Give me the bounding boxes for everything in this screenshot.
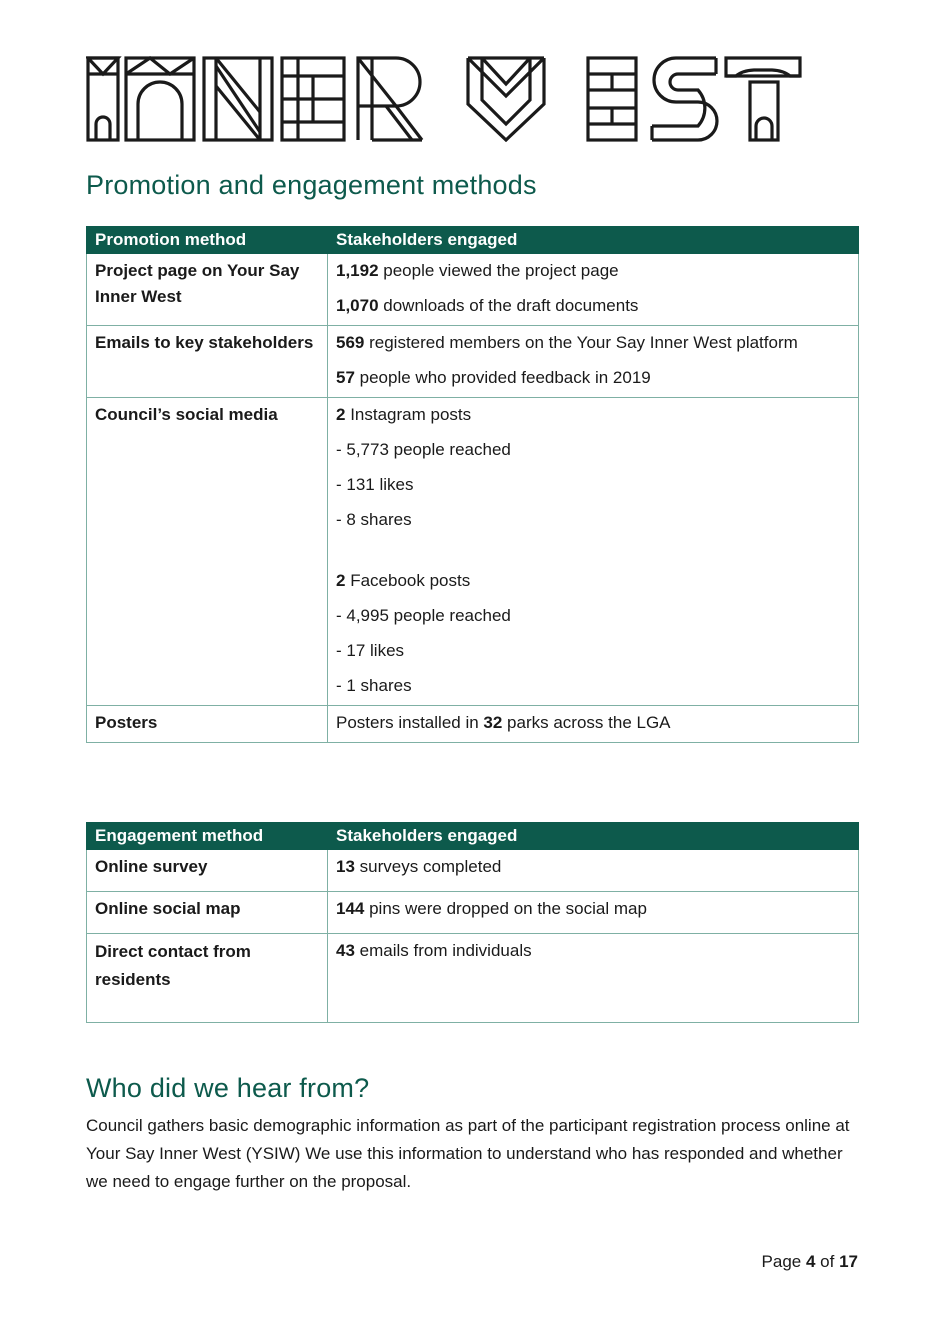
- row-engaged: [328, 398, 859, 706]
- row-method: Project page on Your Say Inner West: [87, 254, 328, 326]
- stat-line: 1,192 people viewed the project page: [336, 261, 619, 280]
- logo-letter-r: [358, 58, 422, 140]
- stat-line: Posters installed in 32 parks across the LGA: [336, 713, 671, 732]
- table-header-row: [87, 227, 859, 254]
- row-engaged: [328, 254, 859, 326]
- row-engaged: 144 pins were dropped on the social map: [328, 892, 859, 934]
- table-header-row: [87, 823, 859, 850]
- row-method: Posters: [87, 706, 328, 743]
- logo-letter-t: [726, 58, 800, 140]
- stat-line: 2 Facebook posts: [336, 571, 471, 590]
- stat-line: 57 people who provided feedback in 2019: [336, 368, 651, 387]
- table-row: [87, 254, 859, 326]
- stat-line: 569 registered members on the Your Say Inner West platform: [336, 333, 798, 352]
- inner-west-logo: [86, 56, 802, 142]
- stat-line: 1,070 downloads of the draft documents: [336, 296, 639, 315]
- page-number: Page 4 of 17: [761, 1252, 858, 1271]
- section-title-promotion: Promotion and engagement methods: [86, 170, 537, 200]
- table-row: [87, 706, 859, 743]
- row-engaged: [328, 706, 859, 743]
- section-title-who: Who did we hear from?: [86, 1073, 370, 1103]
- row-method: Direct contact from residents: [87, 934, 328, 1023]
- row-method: Emails to key stakeholders: [87, 326, 328, 398]
- column-header-method: Promotion method: [87, 227, 328, 254]
- row-engaged: 13 surveys completed: [328, 850, 859, 892]
- who-body-text: Council gathers basic demographic information as part of the participant registration process online at Your Say Inner West (YSIW) We use this information to understand who has responded and whether we need to engage further on the proposal.: [86, 1116, 850, 1191]
- column-header-engaged: Stakeholders engaged: [328, 227, 859, 254]
- table-row: [87, 850, 859, 892]
- column-header-method: Engagement method: [87, 823, 328, 850]
- table-row: [87, 326, 859, 398]
- stat-line: - 5,773 people reached: [336, 440, 511, 459]
- logo-letter-e-2: [588, 58, 636, 140]
- stat-line: - 4,995 people reached: [336, 606, 511, 625]
- stat-line: - 131 likes: [336, 475, 414, 494]
- promotion-table: [86, 226, 859, 743]
- logo-letter-s: [652, 58, 717, 140]
- logo-letter-n-2: [204, 58, 272, 140]
- logo-letter-i: [88, 58, 118, 140]
- table-row: [87, 892, 859, 934]
- logo-letter-w: [468, 58, 544, 140]
- logo-letter-n-1: [126, 58, 194, 140]
- stat-line: - 17 likes: [336, 641, 405, 660]
- table-row: [87, 398, 859, 706]
- stat-line: 2 Instagram posts: [336, 405, 472, 424]
- row-method: Online social map: [87, 892, 328, 934]
- stat-line: - 8 shares: [336, 510, 412, 529]
- logo-letter-e: [282, 58, 344, 140]
- row-engaged: 43 emails from individuals: [328, 934, 859, 1023]
- row-method: Council’s social media: [87, 398, 328, 706]
- row-engaged: [328, 326, 859, 398]
- stat-line: - 1 shares: [336, 676, 412, 695]
- table-row: [87, 934, 859, 1023]
- row-method: Online survey: [87, 850, 328, 892]
- engagement-table: [86, 822, 859, 1023]
- column-header-engaged: Stakeholders engaged: [328, 823, 859, 850]
